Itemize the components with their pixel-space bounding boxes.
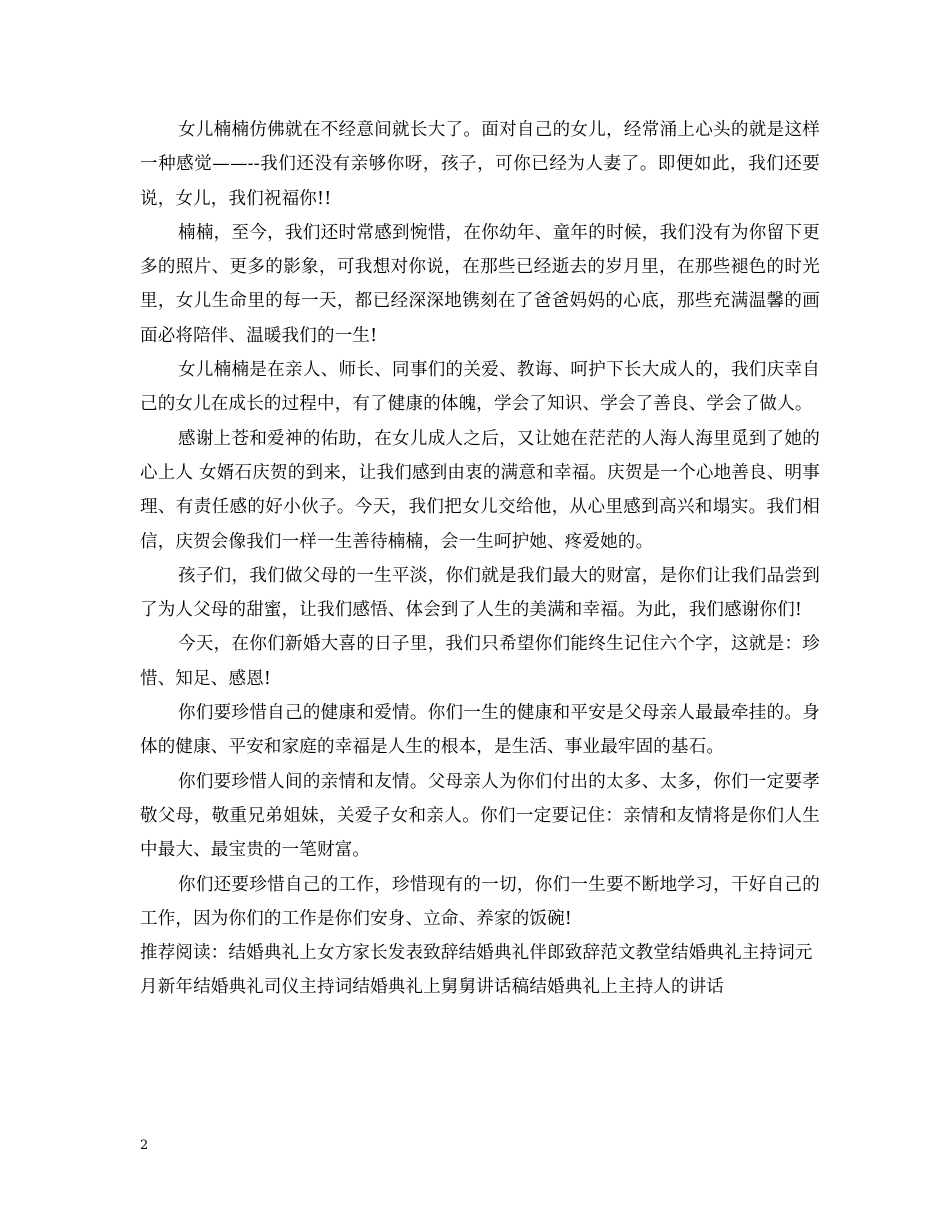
paragraph-9: 你们还要珍惜自己的工作，珍惜现有的一切，你们一生要不断地学习，干好自己的工作，因为你们的工作是你们安身、立命、养家的饭碗! <box>140 874 820 929</box>
page-number: 2 <box>140 1138 149 1153</box>
paragraph-1: 女儿楠楠仿佛就在不经意间就长大了。面对自己的女儿，经常涌上心头的就是这样一种感觉——--我们还没有亲够你呀，孩子，可你已经为人妻了。即便如此，我们还要说，女儿，我们祝福你!! <box>140 120 820 209</box>
paragraph-2: 楠楠，至今，我们还时常感到惋惜，在你幼年、童年的时候，我们没有为你留下更多的照片、更多的影象，可我想对你说，在那些已经逝去的岁月里，在那些褪色的时光里，女儿生命里的每一天，都已经深深地镌刻在了爸爸妈妈的心底，那些充满温馨的画面必将陪伴、温暖我们的一生! <box>140 222 820 346</box>
paragraph-8: 你们要珍惜人间的亲情和友情。父母亲人为你们付出的太多、太多，你们一定要孝敬父母，敬重兄弟姐妹，关爱子女和亲人。你们一定要记住：亲情和友情将是你们人生中最大、最宝贵的一笔财富。 <box>140 771 820 861</box>
document-body <box>140 113 820 1005</box>
paragraph-5: 孩子们，我们做父母的一生平淡，你们就是我们最大的财富，是你们让我们品尝到了为人父母的甜蜜，让我们感悟、体会到了人生的美满和幸福。为此，我们感谢你们! <box>140 565 820 621</box>
paragraph-6: 今天，在你们新婚大喜的日子里，我们只希望你们能终生记住六个字，这就是：珍惜、知足、感恩! <box>140 634 820 689</box>
recommended-reading: 推荐阅读：结婚典礼上女方家长发表致辞结婚典礼伴郎致辞范文教堂结婚典礼主持词元月新年结婚典礼司仪主持词结婚典礼上舅舅讲话稿结婚典礼上主持人的讲话 <box>140 943 813 998</box>
paragraph-3: 女儿楠楠是在亲人、师长、同事们的关爱、教诲、呵护下长大成人的，我们庆幸自己的女儿在成长的过程中，有了健康的体魄，学会了知识、学会了善良、学会了做人。 <box>140 360 820 415</box>
paragraph-7: 你们要珍惜自己的健康和爱情。你们一生的健康和平安是父母亲人最最牵挂的。身体的健康、平安和家庭的幸福是人生的根本，是生活、事业最牢固的基石。 <box>140 703 820 758</box>
paragraph-4: 感谢上苍和爱神的佑助，在女儿成人之后，又让她在茫茫的人海人海里觅到了她的心上人 女婿石庆贺的到来，让我们感到由衷的满意和幸福。庆贺是一个心地善良、明事理、有责任感的好小伙子。今天，我们把女儿交给他，从心里感到高兴和塌实。我们相信，庆贺会像我们一样一生善待楠楠，会一生呵护她、疼爱她的。 <box>140 428 820 552</box>
